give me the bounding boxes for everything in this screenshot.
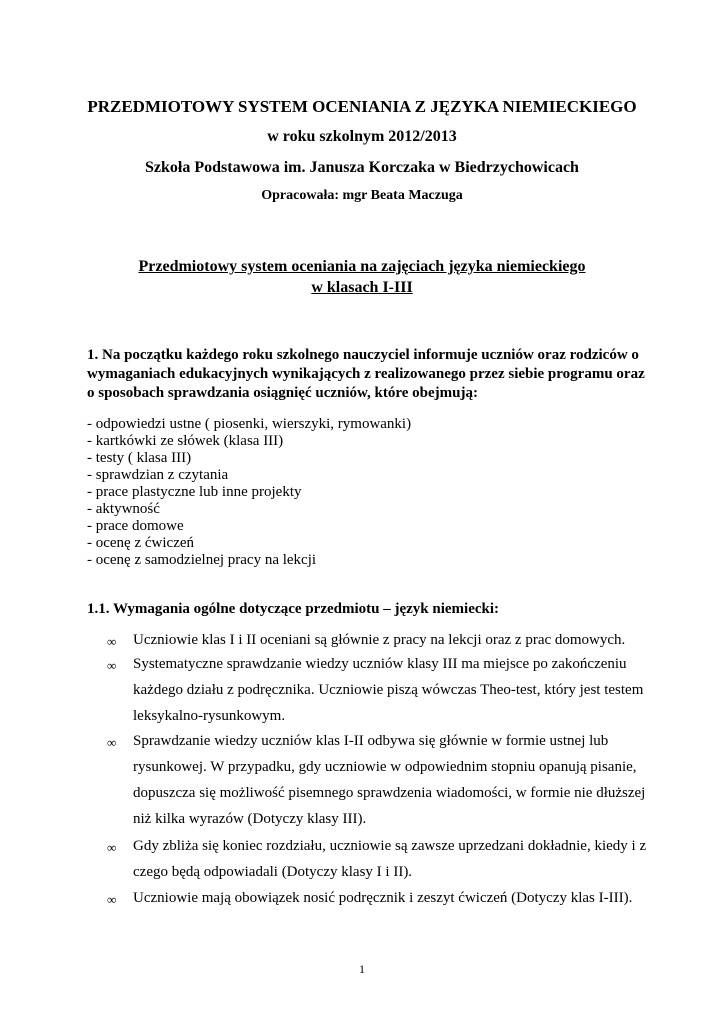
infinity-bullet-icon: ∞ [107, 735, 117, 750]
section-1-intro-line: wymaganiach edukacyjnych wynikających z realizowanego przez siebie programu oraz [87, 366, 645, 382]
requirement-bullet-line: czego będą odpowiadali (Dotyczy klasy I i II). [133, 864, 413, 880]
requirement-bullet-line: rysunkowej. W przypadku, gdy uczniowie w odpowiednim stopniu opanują pisanie, [133, 759, 637, 775]
section-1-intro-line: 1. Na początku każdego roku szkolnego nauczyciel informuje uczniów oraz rodziców o [87, 347, 639, 363]
assessment-list-item: - odpowiedzi ustne ( piosenki, wierszyki, rymowanki) [87, 416, 412, 432]
assessment-list-item: - ocenę z ćwiczeń [87, 535, 195, 551]
subtitle-text: Przedmiotowy system oceniania na zajęciach języka niemieckiego [138, 258, 586, 275]
document-title: PRZEDMIOTOWY SYSTEM OCENIANIA Z JĘZYKA NIEMIECKIEGO [87, 97, 637, 116]
assessment-list-item: - prace domowe [87, 518, 184, 534]
author: Opracowała: mgr Beata Maczuga [261, 188, 463, 203]
requirement-bullet-line: Uczniowie klas I i II oceniani są głównie z pracy na lekcji oraz z prac domowych. [133, 632, 626, 648]
assessment-list-item: - prace plastyczne lub inne projekty [87, 484, 302, 500]
assessment-list-item: - aktywność [87, 501, 160, 517]
page-number: 1 [359, 962, 365, 976]
requirement-bullet-line: Gdy zbliża się koniec rozdziału, uczniowie są zawsze uprzedzani dokładnie, kiedy i z [133, 838, 647, 854]
school-year: w roku szkolnym 2012/2013 [267, 128, 457, 145]
requirement-bullet-line: leksykalno-rysunkowym. [133, 708, 286, 724]
infinity-bullet-icon: ∞ [107, 892, 117, 907]
section-1-1-heading: 1.1. Wymagania ogólne dotyczące przedmiotu – język niemiecki: [87, 601, 500, 617]
infinity-bullet-icon: ∞ [107, 634, 117, 649]
requirement-bullet-line: niż kilka wyrazów (Dotyczy klasy III). [133, 811, 367, 827]
assessment-list-item: - testy ( klasa III) [87, 450, 192, 466]
requirement-bullet-line: Systematyczne sprawdzanie wiedzy uczniów klasy III ma miejsce po zakończeniu [133, 656, 627, 672]
infinity-bullet-icon: ∞ [107, 658, 117, 673]
requirement-bullet-line: Uczniowie mają obowiązek nosić podręcznik i zeszyt ćwiczeń (Dotyczy klas I-III). [133, 890, 633, 906]
assessment-list-item: - sprawdzian z czytania [87, 467, 229, 483]
subtitle-text: w klasach I-III [311, 279, 413, 296]
requirement-bullet-line: każdego działu z podręcznika. Uczniowie piszą wówczas Theo-test, który jest testem [133, 682, 644, 698]
subtitle-line-1 [0, 258, 724, 276]
assessment-list-item: - ocenę z samodzielnej pracy na lekcji [87, 552, 317, 568]
school-name: Szkoła Podstawowa im. Janusza Korczaka w Biedrzychowicach [145, 159, 579, 176]
subtitle-line-2 [0, 279, 724, 297]
requirement-bullet-line: Sprawdzanie wiedzy uczniów klas I-II odbywa się głównie w formie ustnej lub [133, 733, 609, 749]
requirement-bullet-line: dopuszcza się możliwość pisemnego sprawdzenia wiadomości, w formie nie dłuższej [133, 785, 646, 801]
assessment-list-item: - kartkówki ze słówek (klasa III) [87, 433, 284, 449]
infinity-bullet-icon: ∞ [107, 840, 117, 855]
section-1-intro-line: o sposobach sprawdzania osiągnięć uczniów, które obejmują: [87, 385, 478, 401]
